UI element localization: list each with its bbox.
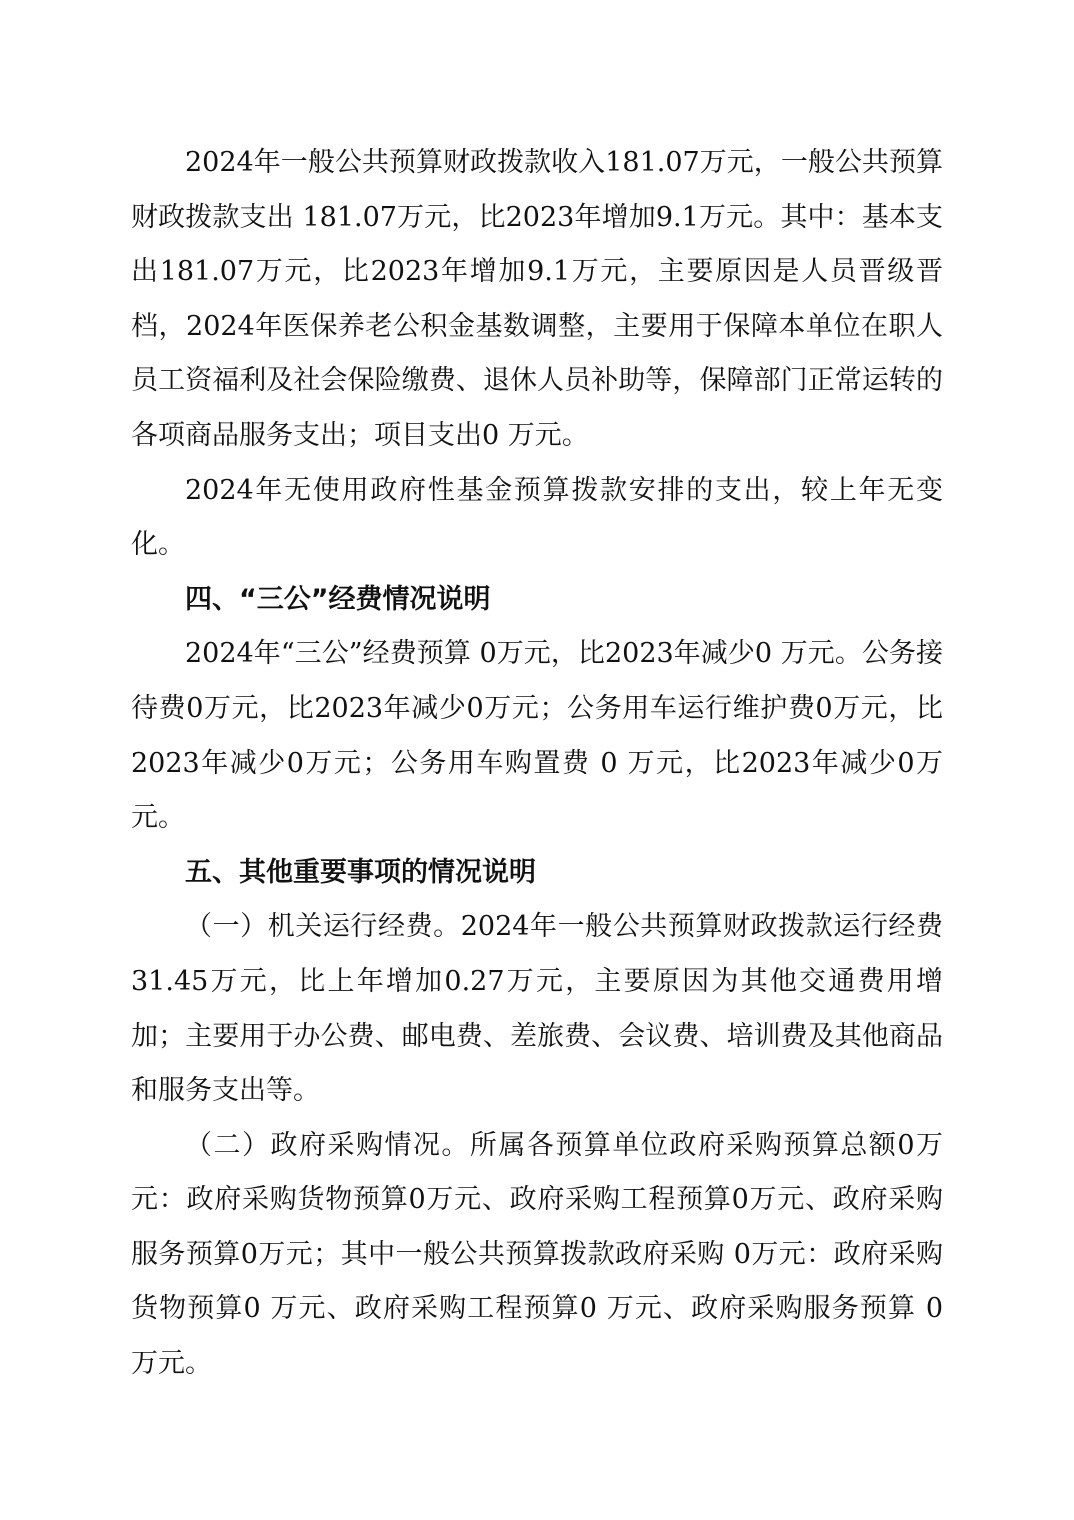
document-page: [131, 136, 943, 1392]
paragraph-three-public-expenses: 2024年“三公”经费预算 0万元，比2023年减少0 万元。公务接待费0万元，比2023年减少0万元；公务用车运行维护费0万元，比2023年减少0万元；公务用车购置费 0 万元，比2023年减少0万元。: [131, 638, 943, 834]
paragraph-government-procurement: （二）政府采购情况。所属各预算单位政府采购预算总额0万元：政府采购货物预算0万元、政府采购工程预算0万元、政府采购服务预算0万元；其中一般公共预算拨款政府采购 0万元：政府采购货物预算0 万元、政府采购工程预算0 万元、政府采购服务预算 0 万元。: [131, 1129, 943, 1380]
section-heading-other-matters: 五、其他重要事项的情况说明: [185, 856, 536, 888]
section-heading-three-public: 四、“三公”经费情况说明: [185, 583, 491, 615]
paragraph-government-fund: 2024年无使用政府性基金预算拨款安排的支出，较上年无变化。: [131, 474, 943, 561]
paragraph-budget-income-expenditure: 2024年一般公共预算财政拨款收入181.07万元，一般公共预算财政拨款支出 181.07万元，比2023年增加9.1万元。其中：基本支出181.07万元，比2023年增加9.1万元，主要原因是人员晋级晋档，2024年医保养老公积金基数调整，主要用于保障本单位在职人员工资福利及社会保险缴费、退休人员补助等，保障部门正常运转的各项商品服务支出；项目支出0 万元。: [131, 147, 943, 451]
paragraph-operating-expenses: （一）机关运行经费。2024年一般公共预算财政拨款运行经费31.45万元，比上年增加0.27万元，主要原因为其他交通费用增加；主要用于办公费、邮电费、差旅费、会议费、培训费及其他商品和服务支出等。: [131, 911, 943, 1107]
